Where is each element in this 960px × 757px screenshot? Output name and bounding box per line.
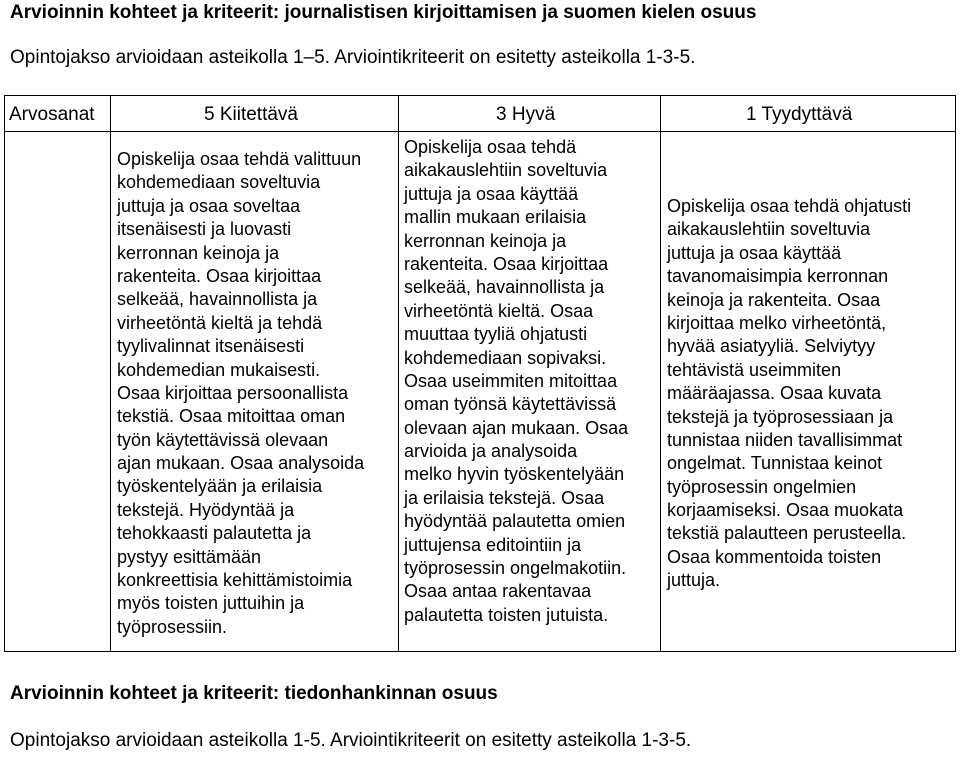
criteria-line: rakenteita. Osaa kirjoittaa: [117, 265, 322, 286]
criteria-line: ja erilaisia tekstejä. Osaa: [404, 487, 605, 508]
criteria-line: juttuja ja osaa soveltaa: [117, 195, 301, 216]
criteria-line: tekstiä palautteen perusteella.: [667, 523, 907, 544]
header-grade-1: 1 Tyydyttävä: [746, 104, 853, 125]
criteria-line: juttuja ja osaa käyttää: [667, 242, 842, 263]
criteria-line: tehtävistä useimmiten: [667, 359, 842, 380]
criteria-line: ongelmat. Tunnistaa keinot: [667, 453, 883, 474]
header-grade-3: 3 Hyvä: [496, 104, 556, 125]
criteria-line: tekstejä. Hyödyntää ja: [117, 499, 295, 520]
criteria-line: kohdemediaan soveltuvia: [117, 172, 321, 193]
criteria-line: tunnistaa niiden tavallisimmat: [667, 429, 903, 450]
criteria-line: itsenäisesti ja luovasti: [117, 219, 292, 240]
criteria-line: selkeää, havainnollista ja: [404, 277, 605, 298]
criteria-line: kohdemediaan sopivaksi.: [404, 347, 607, 368]
criteria-line: Osaa kirjoittaa persoonallista: [117, 382, 349, 403]
criteria-line: pystyy esittämään: [117, 546, 262, 567]
header-row-divider: [4, 131, 956, 132]
criteria-line: selkeää, havainnollista ja: [117, 289, 318, 310]
criteria-line: ajan mukaan. Osaa analysoida: [117, 453, 365, 474]
criteria-line: juttujensa editointiin ja: [404, 534, 582, 555]
criteria-line: konkreettisia kehittämistoimia: [117, 570, 353, 591]
table-divider-3: [660, 95, 661, 652]
criteria-line: tyylivalinnat itsenäisesti: [117, 336, 305, 357]
section1-heading: Arvioinnin kohteet ja kriteerit: journalistisen kirjoittamisen ja suomen kielen osuus: [10, 2, 757, 23]
criteria-line: aikakauslehtiin soveltuvia: [404, 160, 608, 181]
criteria-line: työprosessiin.: [117, 616, 228, 637]
criteria-line: olevaan ajan mukaan. Osaa: [404, 417, 629, 438]
criteria-line: tekstiä. Osaa mitoittaa oman: [117, 406, 346, 427]
criteria-line: hyödyntää palautetta omien: [404, 511, 626, 532]
criteria-line: työn käytettävissä olevaan: [117, 429, 329, 450]
table-divider-2: [398, 95, 399, 652]
criteria-line: arvioida ja analysoida: [404, 441, 578, 462]
criteria-line: korjaamiseksi. Osaa muokata: [667, 500, 904, 521]
criteria-line: virheetöntä kieltä. Osaa: [404, 300, 594, 321]
criteria-line: työprosessin ongelmien: [667, 476, 857, 497]
grade-1-criteria: [667, 195, 911, 593]
criteria-line: Opiskelija osaa tehdä ohjatusti: [667, 196, 912, 216]
grade-5-criteria: [117, 148, 364, 639]
criteria-line: melko hyvin työskentelyään: [404, 464, 625, 485]
criteria-line: kerronnan keinoja ja: [404, 230, 567, 251]
criteria-line: kohdemedian mukaisesti.: [117, 359, 321, 380]
criteria-line: juttuja ja osaa käyttää: [404, 183, 579, 204]
grade-3-criteria: [404, 136, 628, 627]
header-arvosanat: Arvosanat: [9, 104, 95, 125]
criteria-line: kerronnan keinoja ja: [117, 242, 280, 263]
section2-scale-note: Opintojakso arvioidaan asteikolla 1-5. Arviointikriteerit on esitetty asteikolla 1-3-5.: [10, 730, 692, 751]
header-grade-5: 5 Kiitettävä: [204, 104, 298, 125]
section2-heading: Arvioinnin kohteet ja kriteerit: tiedonhankinnan osuus: [10, 683, 498, 704]
table-divider-1: [110, 95, 111, 652]
criteria-line: Osaa kommentoida toisten: [667, 546, 882, 567]
criteria-line: määräajassa. Osaa kuvata: [667, 383, 882, 404]
criteria-line: Opiskelija osaa tehdä: [404, 137, 577, 157]
criteria-line: oman työnsä käytettävissä: [404, 394, 617, 415]
criteria-line: keinoja ja rakenteita. Osaa: [667, 289, 881, 310]
section1-scale-note: Opintojakso arvioidaan asteikolla 1–5. Arviointikriteerit on esitetty asteikolla 1-3-5.: [10, 47, 696, 68]
criteria-line: tekstejä ja työprosessiaan ja: [667, 406, 894, 427]
criteria-line: rakenteita. Osaa kirjoittaa: [404, 253, 609, 274]
criteria-line: Opiskelija osaa tehdä valittuun: [117, 149, 362, 169]
criteria-line: myös toisten juttuihin ja: [117, 593, 305, 614]
criteria-line: mallin mukaan erilaisia: [404, 207, 587, 228]
criteria-line: työskentelyään ja erilaisia: [117, 476, 323, 497]
criteria-line: tavanomaisimpia kerronnan: [667, 266, 889, 287]
criteria-line: työprosessin ongelmakotiin.: [404, 558, 627, 579]
criteria-line: juttuja.: [667, 570, 721, 591]
criteria-line: kirjoittaa melko virheetöntä,: [667, 312, 887, 333]
criteria-line: Osaa antaa rakentavaa: [404, 581, 592, 602]
criteria-line: virheetöntä kieltä ja tehdä: [117, 312, 323, 333]
criteria-line: muuttaa tyyliä ohjatusti: [404, 324, 588, 345]
criteria-line: palautetta toisten jutuista.: [404, 604, 609, 625]
criteria-line: aikakauslehtiin soveltuvia: [667, 219, 871, 240]
criteria-line: tehokkaasti palautetta ja: [117, 523, 312, 544]
criteria-line: Osaa useimmiten mitoittaa: [404, 370, 618, 391]
criteria-line: hyvää asiatyyliä. Selviytyy: [667, 336, 876, 357]
